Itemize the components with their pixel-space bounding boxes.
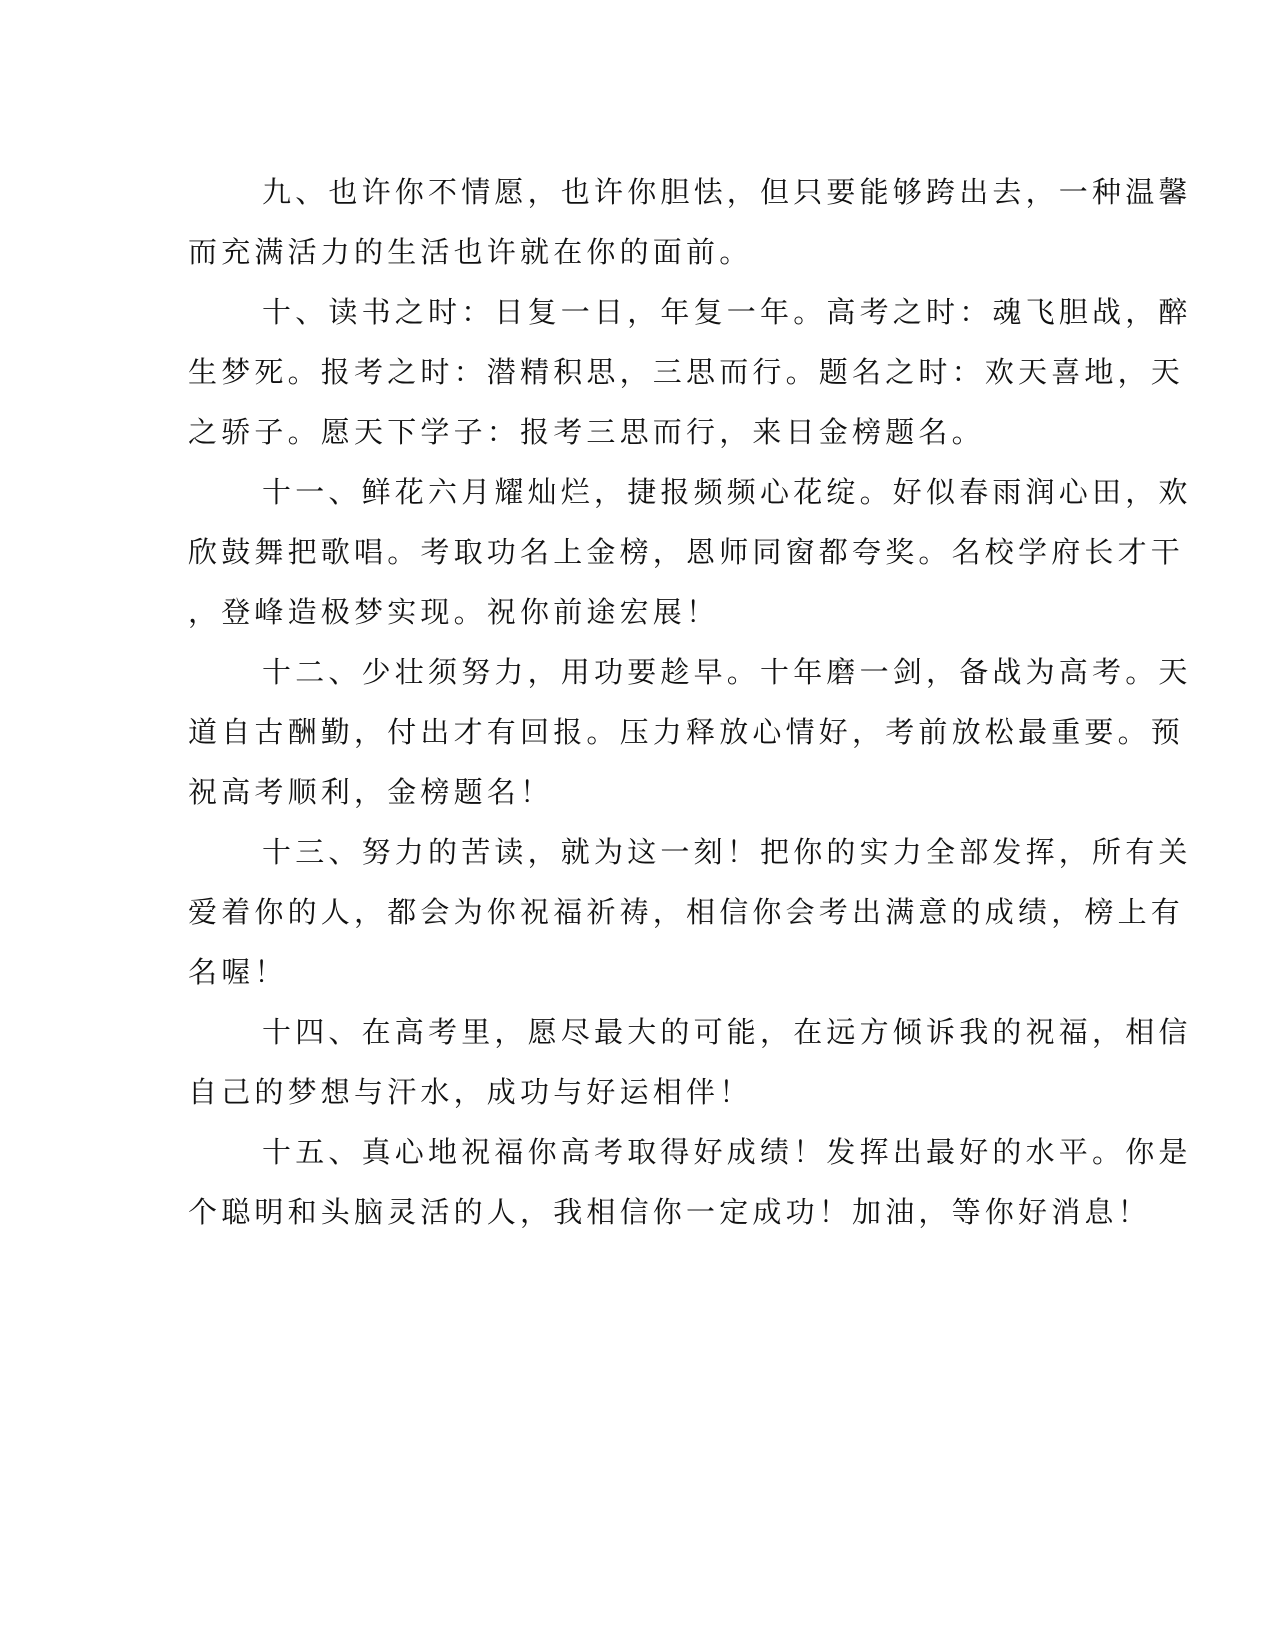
paragraph-11 — [188, 462, 1192, 642]
paragraph-line: 十二、少壮须努力，用功要趁早。十年磨一剑，备战为高考。天 — [262, 655, 1192, 689]
paragraph-line: 十、读书之时：日复一日，年复一年。高考之时：魂飞胆战，醉 — [262, 295, 1192, 329]
paragraph-line: 自己的梦想与汗水，成功与好运相伴！ — [188, 1075, 753, 1109]
paragraph-10 — [188, 282, 1192, 462]
paragraph-line: 而充满活力的生活也许就在你的面前。 — [188, 235, 753, 269]
paragraph-line: ，登峰造极梦实现。祝你前途宏展！ — [188, 595, 720, 629]
paragraph-line: 十一、鲜花六月耀灿烂，捷报频频心花绽。好似春雨润心田，欢 — [262, 475, 1192, 509]
paragraph-9 — [188, 162, 1192, 282]
paragraph-line: 十四、在高考里，愿尽最大的可能，在远方倾诉我的祝福，相信 — [262, 1015, 1192, 1049]
paragraph-line: 十三、努力的苦读，就为这一刻！把你的实力全部发挥，所有关 — [262, 835, 1192, 869]
paragraph-line: 爱着你的人，都会为你祝福祈祷，相信你会考出满意的成绩，榜上有 — [188, 895, 1185, 929]
paragraph-line: 祝高考顺利，金榜题名！ — [188, 775, 554, 809]
paragraph-15 — [188, 1122, 1192, 1242]
paragraph-line: 个聪明和头脑灵活的人，我相信你一定成功！加油，等你好消息！ — [188, 1195, 1151, 1229]
paragraph-line: 十五、真心地祝福你高考取得好成绩！发挥出最好的水平。你是 — [262, 1135, 1192, 1169]
paragraph-13 — [188, 822, 1192, 1002]
paragraph-line: 名喔！ — [188, 955, 288, 989]
paragraph-line: 之骄子。愿天下学子：报考三思而行，来日金榜题名。 — [188, 415, 985, 449]
paragraph-line: 九、也许你不情愿，也许你胆怯，但只要能够跨出去，一种温馨 — [262, 175, 1192, 209]
paragraph-line: 道自古酬勤，付出才有回报。压力释放心情好，考前放松最重要。预 — [188, 715, 1185, 749]
paragraph-line: 欣鼓舞把歌唱。考取功名上金榜，恩师同窗都夸奖。名校学府长才干 — [188, 535, 1185, 569]
paragraph-line: 生梦死。报考之时：潜精积思，三思而行。题名之时：欢天喜地，天 — [188, 355, 1185, 389]
paragraph-14 — [188, 1002, 1192, 1122]
document-body — [188, 162, 1192, 1242]
paragraph-12 — [188, 642, 1192, 822]
